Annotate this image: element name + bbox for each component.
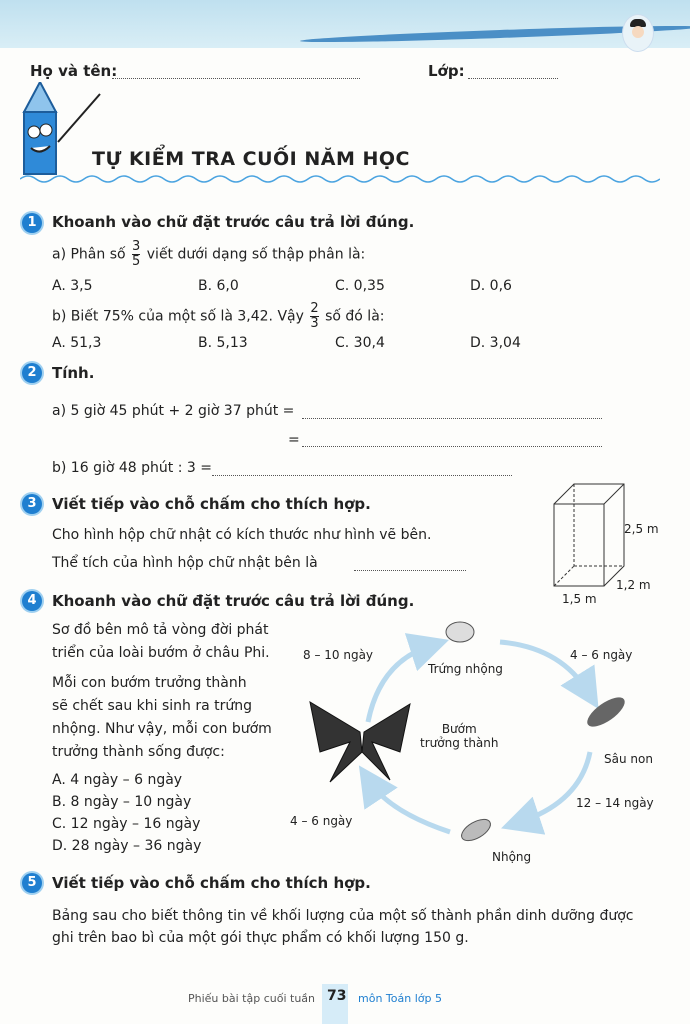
pupa-icon: [458, 815, 494, 845]
question-text: Bảng sau cho biết thông tin về khối lượng của một số thành phần dinh dưỡng được: [52, 908, 634, 924]
duration-label: 4 – 6 ngày: [290, 814, 353, 828]
name-label: Họ và tên:: [30, 62, 118, 80]
question-text: sẽ chết sau khi sinh ra trứng: [52, 698, 253, 714]
height-label: 2,5 m: [624, 522, 659, 536]
butterfly-icon: [310, 702, 410, 782]
text: số đó là:: [325, 308, 385, 325]
fraction: [132, 240, 140, 269]
length-label: 1,5 m: [562, 592, 597, 606]
option[interactable]: D. 3,04: [470, 335, 521, 351]
question-text: triển của loài bướm ở châu Phi.: [52, 645, 270, 661]
width-label: 1,2 m: [616, 578, 651, 592]
question-title: Viết tiếp vào chỗ chấm cho thích hợp.: [52, 495, 371, 513]
question-number: 5: [22, 873, 42, 893]
stage-pupa-label: Nhộng: [492, 850, 532, 864]
option[interactable]: A. 51,3: [52, 335, 102, 351]
wave-divider: [20, 174, 660, 184]
question-text: Mỗi con bướm trưởng thành: [52, 675, 247, 691]
question-title: Khoanh vào chữ đặt trước câu trả lời đúng.: [52, 213, 415, 231]
option[interactable]: B. 8 ngày – 10 ngày: [52, 794, 192, 810]
question-title: Tính.: [52, 364, 95, 382]
option[interactable]: D. 28 ngày – 36 ngày: [52, 838, 202, 854]
footer-right: môn Toán lớp 5: [358, 992, 442, 1005]
question-2a: a) 5 giờ 45 phút + 2 giờ 37 phút =: [52, 403, 295, 419]
question-text: trưởng thành sống được:: [52, 744, 225, 760]
question-number: 3: [22, 494, 42, 514]
denominator: 3: [310, 316, 319, 331]
equals-sign: =: [288, 432, 300, 448]
text: b) Biết 75% của một số là 3,42. Vậy: [52, 308, 304, 325]
denominator: 5: [132, 254, 141, 269]
answer-field[interactable]: [212, 463, 512, 476]
class-field[interactable]: [468, 66, 558, 79]
page-title: TỰ KIỂM TRA CUỐI NĂM HỌC: [92, 148, 410, 170]
text: viết dưới dạng số thập phân là:: [146, 246, 366, 263]
option[interactable]: C. 0,35: [335, 278, 385, 294]
page-number: 73: [327, 988, 347, 1004]
duration-label: 4 – 6 ngày: [570, 648, 633, 662]
option[interactable]: C. 30,4: [335, 335, 385, 351]
question-text: Sơ đồ bên mô tả vòng đời phát: [52, 622, 269, 638]
option[interactable]: B. 6,0: [198, 278, 239, 294]
fraction: [310, 302, 318, 331]
stage-egg-label: Trứng nhộng: [428, 662, 503, 676]
eggs-icon: [446, 622, 474, 642]
numerator: 3: [132, 239, 141, 254]
question-title: Khoanh vào chữ đặt trước câu trả lời đúng.: [52, 592, 415, 610]
option[interactable]: B. 5,13: [198, 335, 248, 351]
answer-field[interactable]: [302, 434, 602, 447]
question-2b: b) 16 giờ 48 phút : 3 =: [52, 460, 212, 476]
answer-field[interactable]: [354, 558, 466, 571]
name-field[interactable]: [112, 66, 360, 79]
question-1a: [52, 240, 365, 269]
question-text: ghi trên bao bì của một gói thực phẩm có khối lượng 150 g.: [52, 930, 469, 946]
boy-avatar-icon: [622, 14, 654, 52]
duration-label: 12 – 14 ngày: [576, 796, 654, 810]
question-number: 4: [22, 591, 42, 611]
text: a) Phân số: [52, 246, 126, 263]
pencil-mascot-icon: [14, 82, 104, 182]
option[interactable]: C. 12 ngày – 16 ngày: [52, 816, 201, 832]
question-1b: [52, 302, 385, 331]
question-number: 1: [22, 213, 42, 233]
footer-left: Phiếu bài tập cuối tuần: [188, 992, 316, 1005]
question-title: Viết tiếp vào chỗ chấm cho thích hợp.: [52, 874, 371, 892]
option[interactable]: D. 0,6: [470, 278, 512, 294]
question-text: Thể tích của hình hộp chữ nhật bên là: [52, 555, 318, 571]
stage-adult-label: Bướm trưởng thành: [420, 722, 499, 750]
stage-larva-label: Sâu non: [604, 752, 653, 766]
option[interactable]: A. 4 ngày – 6 ngày: [52, 772, 183, 788]
numerator: 2: [310, 301, 319, 316]
option[interactable]: A. 3,5: [52, 278, 93, 294]
question-text: Cho hình hộp chữ nhật có kích thước như hình vẽ bên.: [52, 527, 432, 543]
question-text: nhộng. Như vậy, mỗi con bướm: [52, 721, 272, 737]
answer-field[interactable]: [302, 406, 602, 419]
duration-label: 8 – 10 ngày: [303, 648, 374, 662]
caterpillar-icon: [583, 692, 629, 732]
question-number: 2: [22, 363, 42, 383]
class-label: Lớp:: [428, 62, 465, 80]
